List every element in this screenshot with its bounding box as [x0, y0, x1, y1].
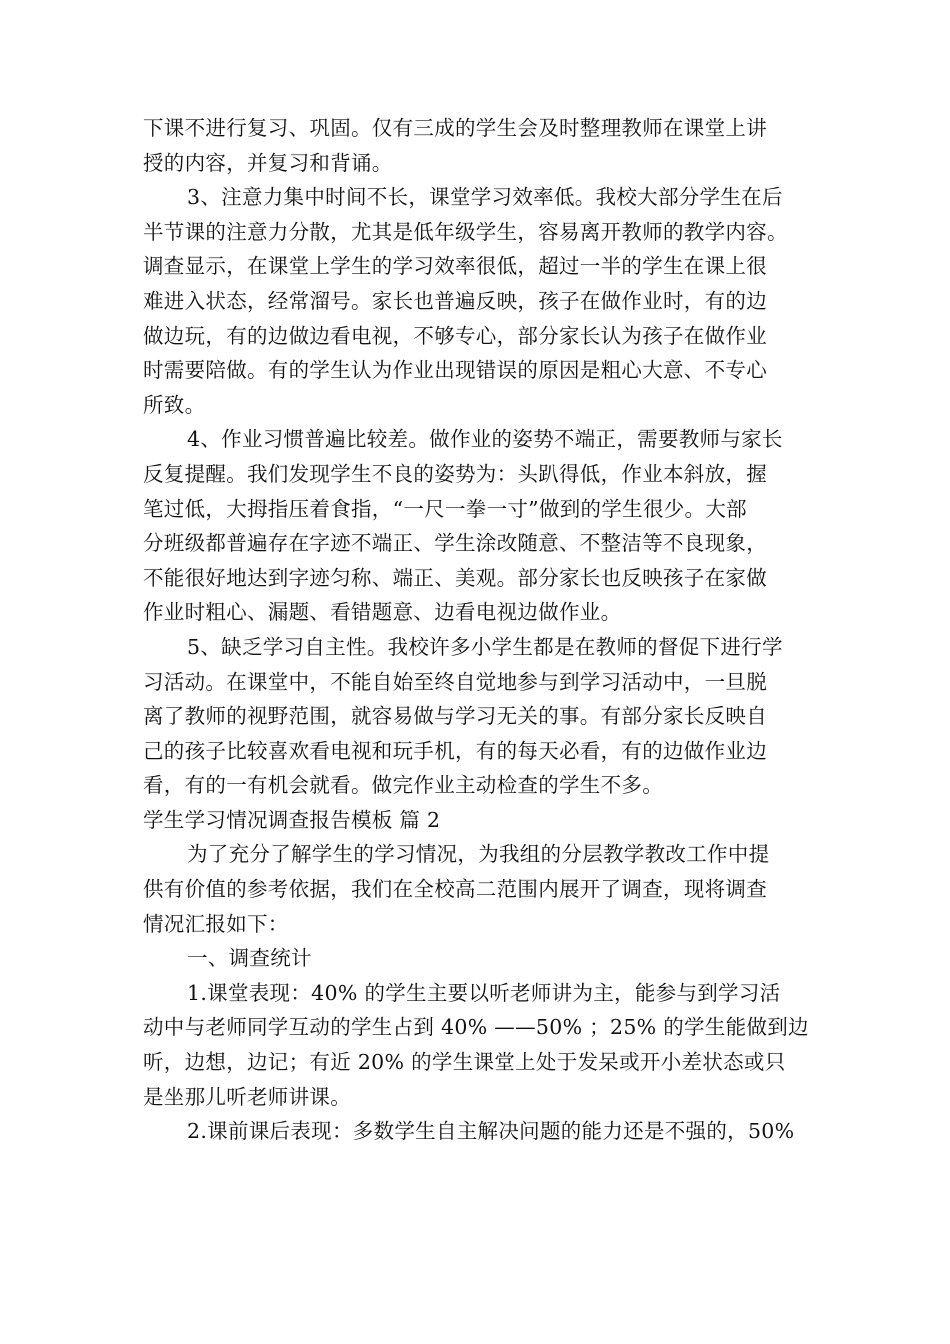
text-line-18: 离了教师的视野范围，就容易做与学习无关的事。有部分家长反映自	[143, 704, 767, 729]
text-line-8: 时需要陪做。有的学生认为作业出现错误的原因是粗心大意、不专心	[143, 358, 767, 383]
text-line-3: 3、注意力集中时间不长，课堂学习效率低。我校大部分学生在后	[187, 185, 783, 210]
section-heading: 学生学习情况调查报告模板 篇 2	[143, 807, 441, 832]
text-line-7: 做边玩，有的边做边看电视，不够专心，部分家长认为孩子在做作业	[143, 323, 767, 348]
text-line-6: 难进入状态，经常溜号。家长也普遍反映，孩子在做作业时，有的边	[143, 288, 767, 313]
text-line-11: 反复提醒。我们发现学生不良的姿势为：头趴得低，作业本斜放，握	[143, 461, 767, 486]
text-line-2: 授的内容，并复习和背诵。	[143, 150, 393, 175]
text-line-5: 调查显示，在课堂上学生的学习效率很低，超过一半的学生在课上很	[143, 254, 767, 279]
text-line-20: 看，有的一有机会就看。做完作业主动检查的学生不多。	[143, 773, 663, 798]
text-line-12: 笔过低，大拇指压着食指，“一尺一拳一寸”做到的学生很少。大部	[143, 496, 747, 521]
text-line-15: 作业时粗心、漏题、看错题意、边看电视边做作业。	[143, 600, 622, 625]
text-line-28: 听，边想，边记；有近 20% 的学生课堂上处于发呆或开小差状态或只	[143, 1050, 786, 1075]
text-line-4: 半节课的注意力分散，尤其是低年级学生，容易离开教师的教学内容。	[143, 219, 788, 244]
text-line-29: 是坐那儿听老师讲课。	[143, 1084, 351, 1109]
text-line-27: 动中与老师同学互动的学生占到 40% ——50% ；25% 的学生能做到边	[143, 1015, 809, 1040]
text-line-9: 所致。	[143, 392, 206, 417]
text-line-23: 供有价值的参考依据，我们在全校高二范围内展开了调查，现将调查	[143, 877, 767, 902]
document-page	[143, 111, 823, 1149]
text-line-10: 4、作业习惯普遍比较差。做作业的姿势不端正，需要教师与家长	[187, 427, 783, 452]
text-line-30: 2.课前课后表现：多数学生自主解决问题的能力还是不强的，50%	[187, 1119, 795, 1144]
text-line-26: 1.课堂表现：40% 的学生主要以听老师讲为主，能参与到学习活	[187, 980, 781, 1005]
text-line-14: 不能很好地达到字迹匀称、端正、美观。部分家长也反映孩子在家做	[143, 565, 767, 590]
text-line-24: 情况汇报如下：	[143, 911, 289, 936]
text-line-13: 分班级都普遍存在字迹不端正、学生涂改随意、不整洁等不良现象，	[143, 531, 767, 556]
text-line-22: 为了充分了解学生的学习情况，为我组的分层教学教改工作中提	[187, 842, 770, 867]
subsection-heading: 一、调查统计	[187, 946, 312, 971]
text-line-16: 5、缺乏学习自主性。我校许多小学生都是在教师的督促下进行学	[187, 634, 783, 659]
text-line-1: 下课不进行复习、巩固。仅有三成的学生会及时整理教师在课堂上讲	[143, 116, 767, 140]
text-line-19: 己的孩子比较喜欢看电视和玩手机，有的每天必看，有的边做作业边	[143, 738, 767, 763]
text-line-17: 习活动。在课堂中，不能自始至终自觉地参与到学习活动中，一旦脱	[143, 669, 767, 694]
